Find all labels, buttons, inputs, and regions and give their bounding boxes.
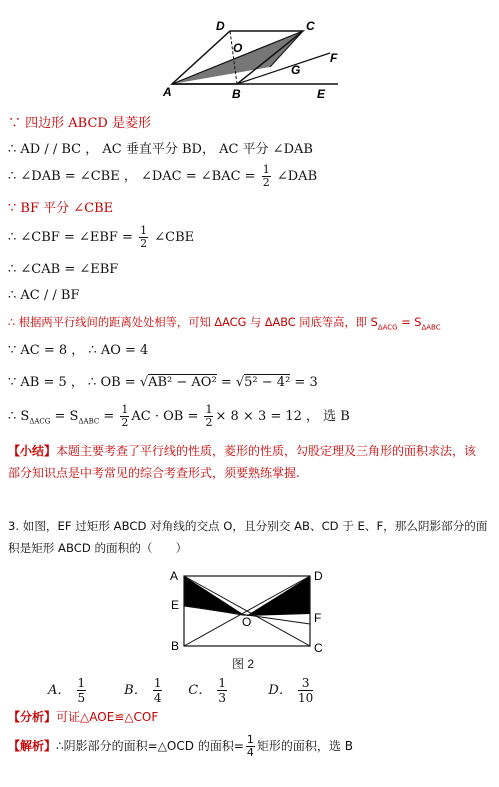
fig2-label-c: C	[314, 641, 323, 655]
frac-num: 1	[246, 733, 254, 746]
frac-num: 1	[218, 676, 227, 690]
sqrt-sign-2: √	[235, 375, 245, 390]
explanation-text-2: 矩形的面积，选 B	[256, 739, 353, 753]
solution-line-1: ∵ 四边形 ABCD 是菱形	[8, 116, 151, 131]
sol10-result: = 3	[290, 375, 318, 390]
fig2-label-a: A	[170, 569, 179, 583]
diagonal-ac	[172, 31, 303, 84]
sol8-sub1: ΔACG	[377, 323, 398, 332]
frac-den: 2	[205, 416, 213, 429]
frac-num: 1	[153, 676, 162, 690]
sqrt-sign-1: √	[139, 375, 149, 390]
fraction-half	[139, 225, 148, 250]
fig2-label-e: E	[171, 598, 180, 612]
rectangle-figure	[168, 566, 328, 658]
sol5-tail: ∠CBE	[154, 230, 195, 245]
fraction-half	[262, 164, 271, 189]
option-a-letter: A．	[48, 683, 71, 698]
fig2-label-f: F	[314, 611, 322, 625]
fig2-label-b: B	[171, 639, 180, 653]
frac-den: 4	[246, 746, 254, 759]
analysis-line	[8, 706, 158, 728]
summary-line-2: 部分知识点是中考常见的综合考查形式，须要熟练掌握.	[8, 466, 300, 480]
frac-den: 2	[140, 237, 148, 250]
sqrt-content-1: AB² − AO²	[148, 375, 217, 390]
sol8-sub2: ΔABC	[421, 323, 441, 332]
sol11-eq2: =	[99, 409, 119, 424]
solution-line-5	[8, 225, 194, 250]
option-d-frac	[298, 676, 313, 705]
sol11-end: × 8 × 3 = 12 ， 选 B	[215, 409, 350, 424]
sol8-eq: = S	[397, 316, 422, 329]
label-e: E	[317, 87, 326, 100]
solution-line-8	[8, 315, 441, 335]
sol3-tail: ∠DAB	[276, 169, 318, 184]
label-c: C	[306, 19, 315, 33]
summary-text-1: 本题主要考查了平行线的性质，菱形的性质，勾股定理及三角形的面积求法，该	[56, 444, 477, 458]
option-c[interactable]	[188, 676, 264, 705]
solution-line-9: ∵ AC = 8 ， ∴ AO = 4	[8, 343, 149, 358]
sol11-eq1: = S	[50, 409, 79, 424]
sol11-mid: AC · OB =	[131, 409, 203, 424]
summary-paragraph	[8, 440, 494, 484]
sol11-sub2: ΔABC	[78, 417, 100, 426]
sol11-sub1: ΔACG	[29, 417, 51, 426]
solution-line-6: ∴ ∠CAB = ∠EBF	[8, 262, 119, 277]
analysis-text: 可证△AOE≌△COF	[56, 710, 159, 724]
options-row	[48, 676, 328, 705]
label-g: G	[291, 63, 301, 77]
label-o: O	[233, 41, 243, 55]
option-b[interactable]	[124, 676, 184, 705]
frac-den: 10	[298, 691, 314, 705]
frac-den: 4	[153, 691, 162, 705]
option-b-letter: B．	[124, 683, 147, 698]
label-f: F	[330, 51, 338, 65]
question-3-line-2: 积是矩形 ABCD 的面积的（ ）	[8, 541, 188, 555]
fraction-half	[204, 404, 213, 429]
solution-line-7: ∴ AC / / BF	[8, 288, 80, 303]
sqrt-content-2: 5² − 4²	[244, 375, 291, 390]
summary-line-1	[8, 440, 494, 462]
option-d-letter: D．	[268, 683, 292, 698]
frac-num: 1	[262, 163, 270, 176]
explanation-tag: 【解析】	[8, 739, 57, 753]
fig2-label-o: O	[242, 615, 252, 629]
shaded-triangle-right	[246, 576, 310, 616]
frac-den: 2	[262, 176, 270, 189]
option-c-letter: C．	[188, 683, 212, 698]
frac-den: 3	[218, 691, 227, 705]
frac-den: 2	[121, 416, 129, 429]
explanation-line	[8, 734, 353, 759]
solution-line-4: ∵ BF 平分 ∠CBE	[8, 201, 114, 216]
sol11-s: ∴ S	[8, 409, 30, 424]
explanation-text-1: ∴阴影部分的面积=△OCD 的面积=	[56, 739, 244, 753]
question-3	[8, 515, 498, 559]
frac-num: 1	[77, 676, 86, 690]
option-a-frac	[77, 676, 87, 705]
sol10-text: ∵ AB = 5 ， ∴ OB =	[8, 375, 140, 390]
solution-line-10	[8, 375, 318, 391]
question-3-line-1: 3. 如图，EF 过矩形 ABCD 对角线的交点 O，且分别交 AB、CD 于 E、F，那么阴影部分的面	[8, 519, 488, 533]
fig2-label-d: D	[314, 569, 323, 583]
sol3-text: ∴ ∠DAB = ∠CBE ， ∠DAC = ∠BAC =	[8, 169, 256, 184]
frac-num: 1	[140, 224, 148, 237]
label-d: D	[216, 19, 225, 33]
label-a: A	[163, 85, 172, 99]
frac-num: 1	[121, 403, 129, 416]
sol5-text: ∴ ∠CBF = ∠EBF =	[8, 230, 133, 245]
sol10-eq: =	[216, 375, 236, 390]
rhombus-figure	[160, 18, 350, 100]
solution-line-3	[8, 164, 317, 189]
sol8-text: ∴ 根据两平行线间的距离处处相等，可知 ΔACG 与 ΔABC 同底等高，即 S	[8, 316, 378, 329]
option-d[interactable]	[268, 676, 328, 705]
option-b-frac	[153, 676, 163, 705]
fraction-half	[120, 404, 129, 429]
frac-num: 3	[298, 676, 313, 691]
solution-line-2: ∴ AD / / BC ， AC 垂直平分 BD， AC 平分 ∠DAB	[8, 142, 313, 157]
frac-num: 1	[205, 403, 213, 416]
option-c-frac	[217, 676, 227, 705]
figure-caption: 图 2	[232, 657, 255, 671]
explanation-frac	[246, 734, 255, 759]
option-a[interactable]	[48, 676, 120, 705]
solution-line-11	[8, 404, 350, 430]
summary-tag: 【小结】	[8, 444, 57, 458]
frac-den: 5	[77, 691, 86, 705]
analysis-tag: 【分析】	[8, 710, 57, 724]
label-b: B	[232, 87, 241, 100]
